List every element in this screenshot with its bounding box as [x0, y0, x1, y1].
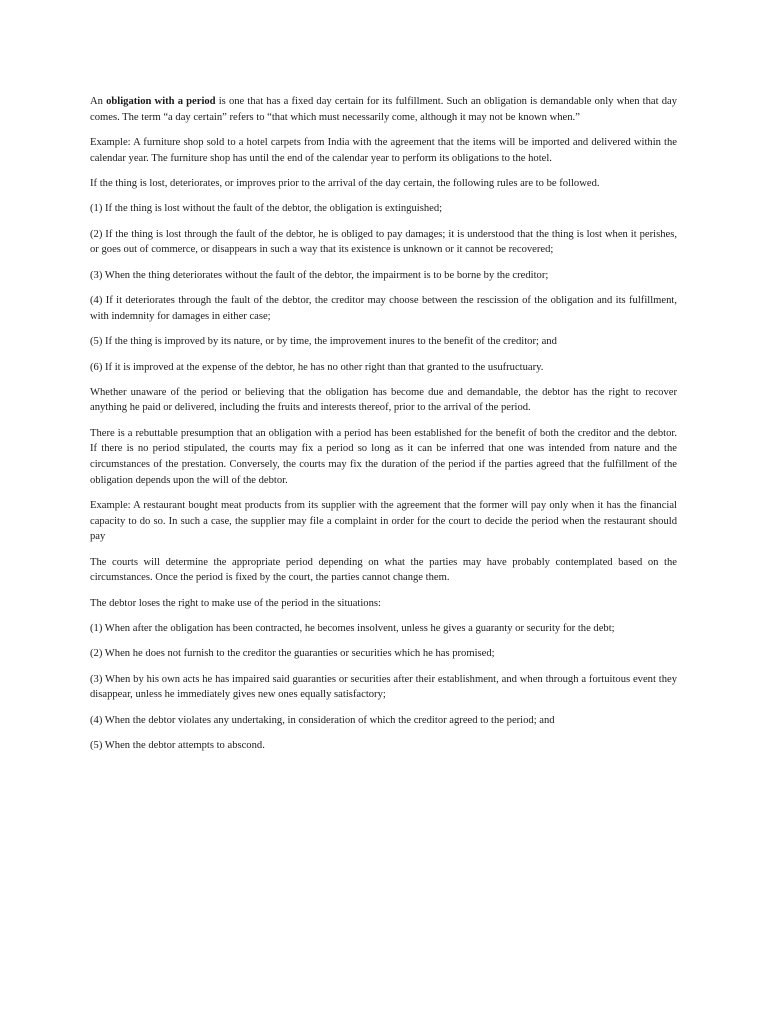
example-restaurant-paragraph: Example: A restaurant bought meat products from its supplier with the agreement that the former will pay only when it has the financial capacity to do so. In such a case, the supplier may file a complaint in order for the court to decide the period when the restaurant should pay	[90, 500, 677, 543]
presumption-paragraph: There is a rebuttable presumption that an obligation with a period has been established for the benefit of both the creditor and the debtor. If there is no period stipulated, the courts may fix a period so long as it can be inferred that one was intended from nature and the circumstances of the prestation. Conversely, the courts may fix the duration of the period if the parties agreed that the fulfillment of the obligation depends upon the will of the debtor.	[90, 427, 677, 486]
situation-item-4: (4) When the debtor violates any undertaking, in consideration of which the creditor agreed to the period; and	[90, 714, 555, 726]
rule-item-5: (5) If the thing is improved by its nature, or by time, the improvement inures to the benefit of the creditor; and	[90, 336, 557, 348]
rule-item-2: (2) If the thing is lost through the fault of the debtor, he is obliged to pay damages; it is understood that the thing is lost when it perishes, or goes out of commerce, or disappears in such a way that its existence is unknown or it cannot be recovered;	[90, 228, 677, 256]
intro-paragraph	[90, 94, 677, 125]
rule-item-4: (4) If it deteriorates through the fault of the debtor, the creditor may choose between the rescission of the obligation and its fulfillment, with indemnity for damages in either case;	[90, 295, 677, 322]
situation-item-3: (3) When by his own acts he has impaired said guaranties or securities after their establishment, and when through a fortuitous event they disappear, unless he immediately gives new ones equally satisfactory;	[90, 673, 677, 701]
situation-item-2: (2) When he does not furnish to the creditor the guaranties or securities which he has promised;	[90, 648, 495, 660]
situation-item-1: (1) When after the obligation has been contracted, he becomes insolvent, unless he gives a guaranty or security for the debt;	[90, 623, 615, 634]
loss-of-period-intro-paragraph: The debtor loses the right to make use of the period in the situations:	[90, 597, 381, 609]
document-page	[90, 94, 677, 764]
loss-rules-intro-paragraph: If the thing is lost, deteriorates, or improves prior to the arrival of the day certain, the following rules are to be followed.	[90, 177, 600, 189]
recovery-paragraph: Whether unaware of the period or believing that the obligation has become due and demandable, the debtor has the right to recover anything he paid or delivered, including the fruits and interests thereof, prior to the arrival of the period.	[90, 386, 677, 414]
court-period-paragraph: The courts will determine the appropriate period depending on what the parties may have probably contemplated based on the circumstances. Once the period is fixed by the court, the parties cannot change them.	[90, 556, 677, 584]
example-furniture-paragraph: Example: A furniture shop sold to a hotel carpets from India with the agreement that the items will be imported and delivered within the calendar year. The furniture shop has until the end of the calendar year to perform its obligations to the hotel.	[90, 136, 677, 164]
rule-item-6: (6) If it is improved at the expense of the debtor, he has no other right than that granted to the usufructuary.	[90, 361, 544, 373]
intro-rest: is one that has a fixed day certain for its fulfillment. Such an obligation is demandable only when that day comes. The term “a day certain” refers to “that which must necessarily come, although it may not be known when.”	[90, 96, 678, 123]
rule-item-3: (3) When the thing deteriorates without the fault of the debtor, the impairment is to be borne by the creditor;	[90, 269, 549, 281]
intro-lead: An	[90, 96, 107, 107]
rule-item-1: (1) If the thing is lost without the fault of the debtor, the obligation is extinguished;	[90, 203, 443, 215]
situation-item-5: (5) When the debtor attempts to abscond.	[90, 740, 265, 752]
defined-term: obligation with a period	[106, 96, 216, 107]
